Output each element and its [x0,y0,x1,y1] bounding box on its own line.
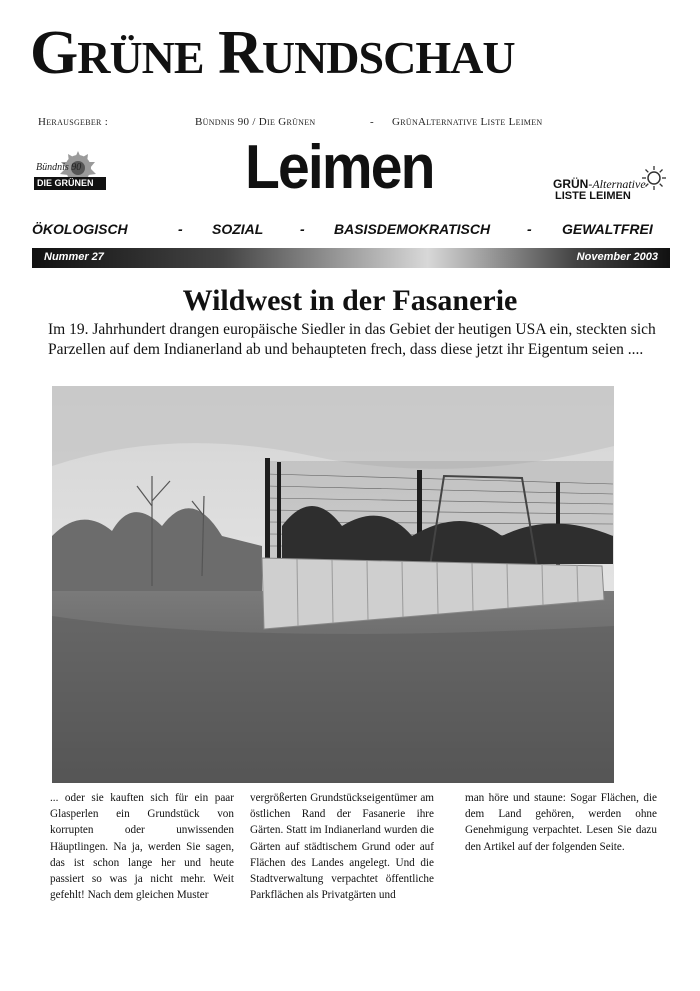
publisher-label: Herausgeber : [38,116,109,128]
logo-right-line1-a: GRÜN [553,177,589,191]
slogan-bar [32,221,670,241]
slogan-oekologisch: ÖKOLOGISCH [32,221,128,237]
article-lead: Im 19. Jahrhundert drangen europäische Siedler in das Gebiet der heutigen USA ein, steckten sich Parzellen auf dem Indianerland ab und behaupteten frech, dass diese jetzt ihr Eigentum seien .... [48,321,656,358]
issue-bar [32,248,670,268]
sunflower-logo-icon [32,150,110,200]
city-name: Leimen [245,133,434,202]
logo-right-line1-b: -Alternative [588,177,646,191]
logo-left-line1: Bündnis 90 [36,162,82,173]
publisher-party: Bündnis 90 / Die Grünen [195,116,316,128]
publisher-list: GrünAlternative Liste Leimen [392,116,543,128]
gal-logo [553,165,668,205]
issue-number: Nummer 27 [44,251,104,263]
masthead-part-undschau: UNDSCHAU [261,32,515,83]
masthead-letter-g: G [30,19,78,87]
slogan-basisdemokratisch: BASISDEMOKRATISCH [334,221,491,237]
slogan-sozial: SOZIAL [212,221,264,237]
publisher-separator: - [370,116,374,128]
masthead-part-rune: RÜNE [77,32,204,83]
slogan-dash-1: - [178,221,183,237]
article-headline: Wildwest in der Fasanerie [182,284,518,317]
article-column-1: ... oder sie kauften sich für ein paar Glasperlen ein Grundstück von korrupten oder unwissenden Häuptlingen. Na ja, werden Sie sagen, das ist schon lange her und heute passiert so was ja nicht mehr. Weit gefehlt! Nach dem gleichen Muster [50,792,234,902]
logo-left-line2: DIE GRÜNEN [37,178,94,188]
article-photo [52,386,614,783]
logo-right-line2: LISTE LEIMEN [555,190,631,202]
masthead-letter-r: R [218,19,262,87]
article-column-2: vergrößerten Grundstückseigentümer am östlichen Rand der Fasanerie ihre Gärten. Statt im Indianerland wurden die Gärten auf städtischem Grund oder auf Flächen des Landes angelegt. Und die Stadtverwaltung verpachtet öffentliche Parkflächen als Privatgärten und [250,792,434,902]
issue-date: November 2003 [576,251,658,263]
article-column-3: man höre und staune: Sogar Flächen, die dem Land gehören, werden ohne Genehmigung verpachtet. Lesen Sie dazu den Artikel auf der folgenden Seite. [465,792,657,853]
masthead-title [30,18,670,93]
buendnis-logo [32,150,110,200]
slogan-dash-3: - [527,221,532,237]
photo-fenced-garden [52,386,614,783]
slogan-gewaltfrei: GEWALTFREI [562,221,653,237]
slogan-dash-2: - [300,221,305,237]
